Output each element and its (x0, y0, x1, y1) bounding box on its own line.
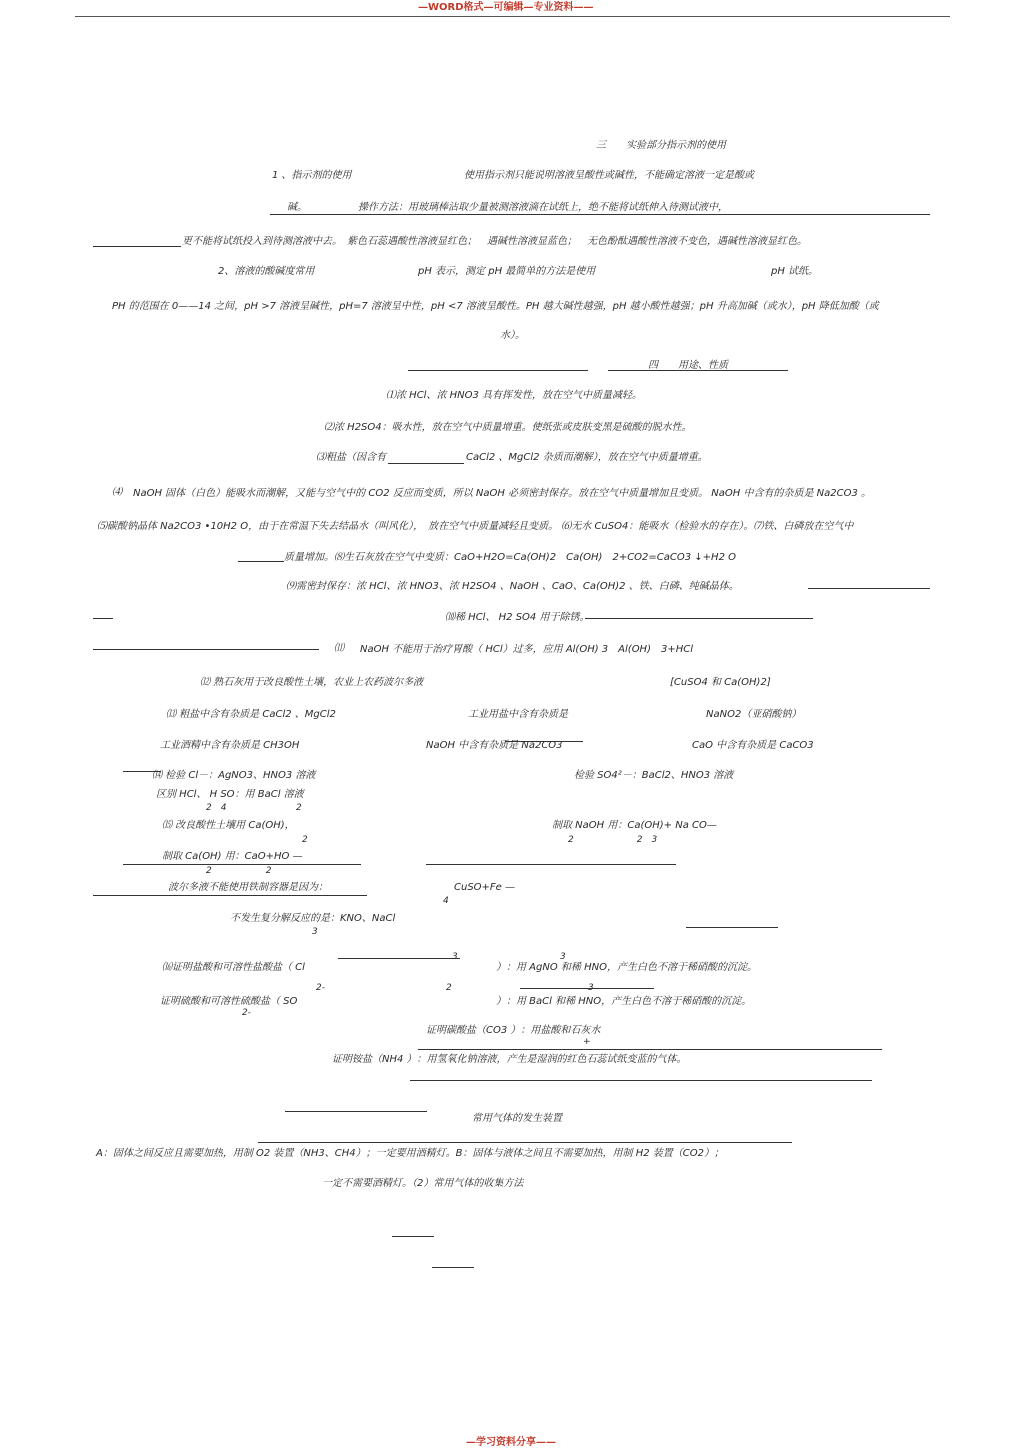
text-line: ⑸碳酸钠晶体 Na2CO3 •10H2 O，由于在常温下失去结晶水（叫风化）， 放在空气中质量减轻且变质。 ⑹无水 CuSO4：能吸水（检验水的存在）。⑺铁、白磷放在空气中 (97, 521, 854, 532)
text-line: ⑷ (112, 487, 122, 498)
subscript: 4 (443, 896, 449, 906)
underline (338, 958, 460, 959)
text-line: 水）。 (500, 330, 525, 341)
text-line: ⑴浓 HCl、浓 HNO3 具有挥发性，放在空气中质量减轻。 (386, 390, 643, 401)
text-line: 1 、指示剂的使用 (272, 170, 352, 181)
underline (93, 246, 181, 247)
text-line: ⑿ 熟石灰用于改良酸性土壤，农业上农药波尔多液 (200, 677, 424, 688)
underline (686, 927, 778, 928)
text-line: 更不能将试纸投入到待测溶液中去。 紫色石蕊遇酸性溶液显红色； 遇碱性溶液显蓝色； 无色酚酞遇酸性溶液不变色，遇碱性溶液显红色。 (182, 236, 807, 247)
text-line: pH 试纸。 (771, 266, 819, 277)
text-line: ⒀ 粗盐中含有杂质是 CaCl2 、MgCl2 (166, 709, 336, 720)
text-line: ）：用 BaCl 和稀 HNO，产生白色不溶于稀硝酸的沉淀。 (496, 996, 752, 1007)
text-line: ⒁ 检验 Cl－：AgNO3、HNO3 溶液 (152, 770, 316, 781)
subscript: 2- (242, 1008, 251, 1018)
subscript: 2 (296, 803, 302, 813)
underline (410, 1080, 872, 1081)
text-line: NaOH 不能用于治疗胃酸（ HCl）过多，应用 Al(OH) 3 Al(OH) 3+HCl (360, 644, 694, 655)
section-title-3: 三 实验部分指示剂的使用 (596, 140, 726, 151)
header-banner: —WORD格式—可编辑—专业资料—— (418, 2, 594, 13)
text-line: ⑽稀 HCl、 H2 SO4 用于除锈。 (445, 612, 590, 623)
subscript: 2 (446, 983, 452, 993)
underline (426, 864, 676, 865)
subscript: 2 (302, 835, 308, 845)
text-line: ⒃证明盐酸和可溶性盐酸盐（ Cl (162, 962, 305, 973)
text-line: ⑵浓 H2SO4：吸水性，放在空气中质量增重。使纸张或皮肤变黑是硫酸的脱水性。 (324, 422, 692, 433)
subscript: + (583, 1037, 591, 1047)
footer-banner: —学习资料分享—— (466, 1437, 556, 1448)
underline (585, 618, 813, 619)
text-line: pH 表示，测定 pH 最简单的方法是使用 (418, 266, 596, 277)
text-line: 制取 NaOH 用：Ca(OH)+ Na CO— (552, 820, 717, 831)
subscript: 2- (316, 983, 325, 993)
underline (93, 649, 319, 650)
underline (408, 370, 588, 371)
text-line: 检验 SO4²－：BaCl2、HNO3 溶液 (574, 770, 734, 781)
text-line: 碱。 (287, 202, 307, 213)
underline (258, 1142, 792, 1143)
subscript: 2 2 3 (568, 835, 658, 845)
text-line: CaCl2 、MgCl2 杂质而潮解），放在空气中质量增重。 (466, 452, 708, 463)
text-line: [CuSO4 和 Ca(OH)2] (670, 677, 771, 688)
underline (93, 895, 367, 896)
underline (505, 741, 583, 742)
text-line: CuSO+Fe — (454, 882, 516, 893)
subscript: 3 (452, 952, 458, 962)
underline (418, 1049, 882, 1050)
text-line: ⒂ 改良酸性土壤用 Ca(OH)， (162, 820, 295, 831)
text-line: A：固体之间反应且需要加热，用制 O2 装置（NH3、CH4）；一定要用酒精灯。B：固体与液体之间且不需要加热，用制 H2 装置（CO2）； (96, 1148, 724, 1159)
underline (238, 561, 284, 562)
text-line: 操作方法：用玻璃棒沾取少量被测溶液滴在试纸上，绝不能将试纸伸入待测试液中， (358, 202, 728, 213)
text-line: ）：用 AgNO 和稀 HNO，产生白色不溶于稀硝酸的沉淀。 (496, 962, 757, 973)
underline (432, 1267, 474, 1268)
text-line: 波尔多液不能使用铁制容器是因为： (168, 882, 328, 893)
text-line: NaNO2（亚硝酸钠） (706, 709, 802, 720)
underline (388, 463, 464, 464)
underline (520, 988, 654, 989)
text-line: NaOH 固体（白色）能吸水而潮解，又能与空气中的 CO2 反应而变质，所以 NaOH 必须密封保存。放在空气中质量增加且变质。 NaOH 中含有的杂质是 Na2CO3 。 (133, 488, 872, 499)
subscript: 3 (560, 952, 566, 962)
text-line: CaO 中含有杂质是 CaCO3 (692, 740, 814, 751)
text-line: 证明铵盐（NH4 ）：用氢氧化钠溶液，产生是湿润的红色石蕊试纸变蓝的气体。 (332, 1054, 687, 1065)
subscript: 3 (588, 983, 594, 993)
text-line: ⑶粗盐（因含有 (316, 452, 386, 463)
text-line: 使用指示剂只能说明溶液呈酸性或碱性，不能确定溶液一定是酸或 (464, 170, 754, 181)
subscript: 2 2 (206, 866, 272, 876)
text-line: PH 的范围在 0——14 之间，pH >7 溶液呈碱性，pH=7 溶液呈中性，pH <7 溶液呈酸性。PH 越大碱性越强，pH 越小酸性越强；pH 升高加碱（或水），pH 降低加酸（或 (112, 301, 879, 312)
subscript: 3 (312, 927, 318, 937)
section-title-gas: 常用气体的发生装置 (472, 1113, 562, 1124)
underline (608, 370, 788, 371)
text-line: ⑼需密封保存：浓 HCl、浓 HNO3、浓 H2SO4 、NaOH 、CaO、Ca(OH)2 、铁、白磷、纯碱晶体。 (286, 581, 739, 592)
text-line: 一定不需要酒精灯。（2）常用气体的收集方法 (322, 1178, 524, 1189)
underline (123, 864, 361, 865)
text-line: 工业酒精中含有杂质是 CH3OH (160, 740, 300, 751)
text-line: 质量增加。⑻生石灰放在空气中变质：CaO+H2O=Ca(OH)2 Ca(OH) 2+CO2=CaCO3 ↓+H2 O (284, 552, 736, 563)
underline (392, 1236, 434, 1237)
text-line: 不发生复分解反应的是：KNO、NaCl (230, 913, 396, 924)
text-line: 证明碳酸盐（CO3 ）：用盐酸和石灰水 (426, 1025, 601, 1036)
underline (285, 1111, 427, 1112)
text-line: 区别 HCl、 H SO：用 BaCl 溶液 (156, 789, 304, 800)
text-line: 证明硫酸和可溶性硫酸盐（ SO (160, 996, 298, 1007)
underline (93, 618, 113, 619)
text-line: 2、溶液的酸碱度常用 (218, 266, 315, 277)
text-line: ⑾ (334, 643, 344, 654)
subscript: 2 4 (206, 803, 227, 813)
underline (270, 214, 930, 215)
section-title-4: 四 用途、性质 (648, 360, 728, 371)
header-rule (75, 16, 950, 17)
text-line: 制取 Ca(OH) 用：CaO+HO — (162, 851, 303, 862)
text-line: NaOH 中含有杂质是 Na2CO3 (426, 740, 563, 751)
text-line: 工业用盐中含有杂质是 (468, 709, 568, 720)
underline (808, 588, 930, 589)
